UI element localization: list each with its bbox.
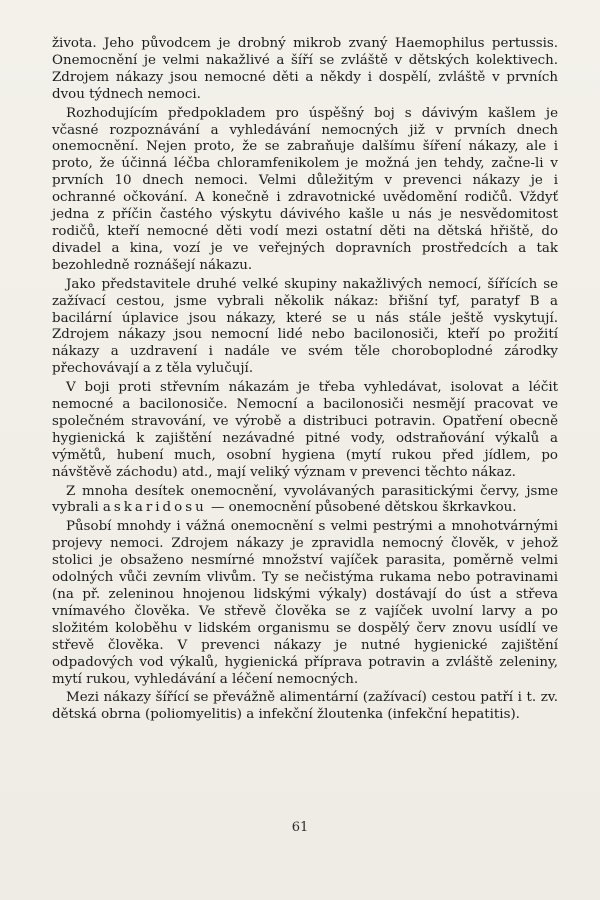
- paragraph-intestinal-prevention: V boji proti střevním nákazám je třeba vyhledávat, isolovat a léčit nemocné a bacilonosiče. Nemocní a bacilonosiči nesmějí pracovat ve společném stravování, ve výrobě a distribuci potravin. Opatření obecně hygienická k zajištění nezávadné pitné vody, odstraňování výkalů a výmětů, hubení much, osobní hygiena (mytí rukou před jídlem, po návštěvě záchodu) atd., mají veliký význam v prevenci těchto nákaz.: [52, 380, 558, 480]
- paragraph-alimentary-infections: Mezi nákazy šířící se převážně alimentární (zažívací) cestou patří i t. zv. dětská obrna (poliomyelitis) a infekční žloutenka (infekční hepatitis).: [52, 690, 558, 723]
- paragraph-parasitic-worms: [52, 484, 558, 518]
- body-text: [52, 36, 558, 724]
- parasitic-worms-text-before: Z mnoha desítek onemocnění, vyvolávaných parasitickými červy, jsme vybrali: [52, 483, 558, 516]
- parasitic-worms-text-after: — onemocnění působené dětskou škrkavkou.: [206, 500, 517, 516]
- paragraph-pertussis-continued: života. Jeho původcem je drobný mikrob zvaný Haemophilus pertussis. Onemocnění je velmi nakažlivé a šíří se zvláště v dětských kolektivech. Zdrojem nákazy jsou nemocné děti a někdy i dospělí, zvláště v prvních dvou týdnech nemoci.: [52, 36, 558, 102]
- paragraph-askaridosa-details: Působí mnohdy i vážná onemocnění s velmi pestrými a mnohotvárnými projevy nemoci. Zdrojem nákazy je zpravidla nemocný člověk, v jehož stolici je obsaženo nesmírné množství vajíček parasita, poměrně velmi odolných vůči zevním vlivům. Ty se nečistýma rukama nebo potravinami (na př. zeleninou hnojenou lidskými výkaly) dostávají do úst a střeva vnímavého člověka. Ve střevě člověka se z vajíček uvolní larvy a po složitém koloběhu v lidském organismu se dospělý červ znovu usídlí ve střevě člověka. V prevenci nákazy je nutné hygienické zajištění odpadových vod výkalů, hygienická příprava potravin a zvláště zeleniny, mytí rukou, vyhledávání a léčení nemocných.: [52, 519, 558, 687]
- paragraph-intestinal-infections: Jako představitele druhé velké skupiny nakažlivých nemocí, šířících se zažívací cestou, jsme vybrali několik nákaz: břišní tyf, paratyf B a bacilární úplavice jsou nákazy, které se u nás stále ještě vyskytují. Zdrojem nákazy jsou nemocní lidé nebo bacilonosiči, kteří po prožití nákazy a uzdravení i nadále ve svém těle choroboplodné zárodky přechovávají a z těla vylučují.: [52, 276, 558, 377]
- paragraph-pertussis-prevention: Rozhodujícím předpokladem pro úspěšný boj s dávivým kašlem je včasné rozpoznávání a vyhledávání nemocných již v prvních dnech onemocnění. Nejen proto, že se zabraňuje dalšímu šíření nákazy, ale i proto, že účinná léčba chloramfenikolem je možná jen tehdy, začne-li v prvních 10 dnech nemoci. Velmi důležitým v prevenci nákazy je i ochranné očkování. A konečně i zdravotnické uvědomění rodičů. Vždyť jedna z příčin častého výskytu dávivého kašle u nás je nesvědomitost rodičů, kteří nemocné děti vodí mezi ostatní děti na dětská hřiště, do divadel a kina, vozí je ve veřejných dopravních prostředcích a tak bezohledně roznášejí nákazu.: [52, 105, 558, 273]
- askaridosa-term: askaridosu: [102, 500, 207, 516]
- page-number: 61: [291, 820, 309, 835]
